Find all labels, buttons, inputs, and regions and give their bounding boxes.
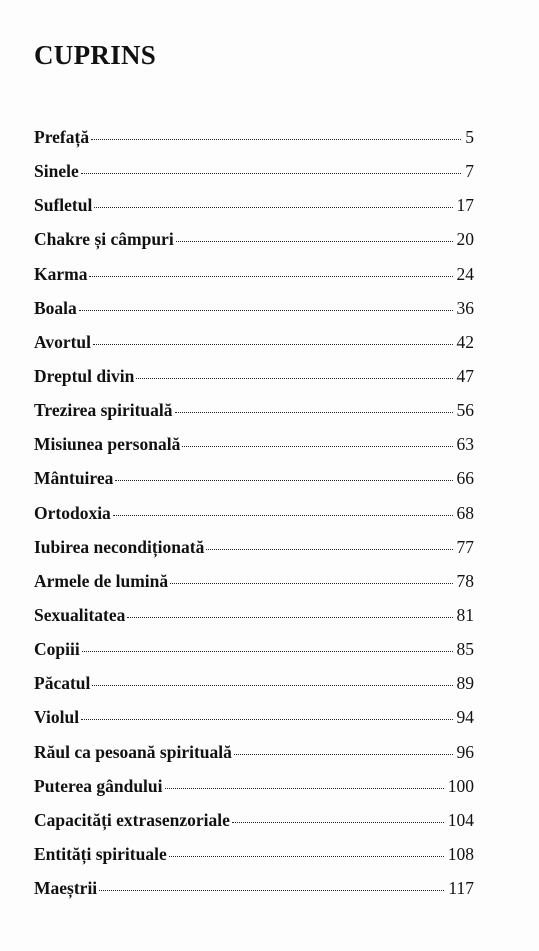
toc-entry — [34, 434, 474, 468]
toc-entry-title: Iubirea necondiționată — [34, 536, 205, 557]
dot-leader — [169, 856, 444, 857]
table-of-contents — [34, 127, 474, 912]
dot-leader — [81, 173, 462, 174]
toc-entry — [34, 571, 474, 605]
toc-entry — [34, 503, 474, 537]
toc-entry-title: Sexualitatea — [34, 604, 126, 625]
toc-entry-title: Armele de lumină — [34, 570, 169, 591]
toc-entry-title: Răul ca pesoană spirituală — [34, 741, 232, 762]
toc-entry-page-number: 85 — [456, 639, 474, 660]
toc-entry-page-number: 20 — [456, 229, 474, 250]
toc-entry — [34, 332, 474, 366]
toc-entry-page-number: 89 — [456, 673, 474, 694]
dot-leader — [94, 207, 452, 208]
toc-entry-page-number: 56 — [456, 400, 474, 421]
toc-entry — [34, 366, 474, 400]
toc-entry-page-number: 17 — [456, 195, 474, 216]
dot-leader — [165, 788, 444, 789]
toc-entry — [34, 742, 474, 776]
toc-entry-page-number: 78 — [456, 570, 474, 591]
toc-entry-title: Dreptul divin — [34, 365, 135, 386]
toc-entry — [34, 161, 474, 195]
toc-entry-title: Păcatul — [34, 673, 91, 694]
dot-leader — [175, 412, 453, 413]
dot-leader — [82, 651, 453, 652]
toc-entry — [34, 776, 474, 810]
dot-leader — [93, 344, 452, 345]
toc-entry-title: Misiunea personală — [34, 434, 181, 455]
toc-entry — [34, 400, 474, 434]
dot-leader — [89, 276, 452, 277]
dot-leader — [234, 754, 453, 755]
toc-entry-page-number: 108 — [447, 843, 474, 864]
dot-leader — [136, 378, 452, 379]
dot-leader — [91, 139, 461, 140]
dot-leader — [81, 719, 452, 720]
toc-entry-page-number: 7 — [465, 161, 474, 182]
toc-entry-page-number: 77 — [456, 536, 474, 557]
toc-entry — [34, 229, 474, 263]
toc-entry-title: Mântuirea — [34, 468, 114, 489]
dot-leader — [182, 446, 452, 447]
dot-leader — [99, 890, 444, 891]
toc-entry-title: Entități spirituale — [34, 843, 167, 864]
toc-entry-title: Capacități extrasenzoriale — [34, 809, 230, 830]
dot-leader — [170, 583, 452, 584]
toc-entry — [34, 127, 474, 161]
toc-entry — [34, 810, 474, 844]
dot-leader — [232, 822, 444, 823]
dot-leader — [127, 617, 452, 618]
toc-entry-title: Karma — [34, 263, 88, 284]
page-title: CUPRINS — [34, 40, 157, 70]
toc-entry-title: Violul — [34, 707, 80, 728]
toc-entry-page-number: 100 — [447, 775, 474, 796]
toc-entry-title: Copiii — [34, 639, 80, 660]
toc-entry-page-number: 5 — [465, 127, 474, 147]
toc-entry-page-number: 36 — [456, 297, 474, 318]
toc-entry-page-number: 94 — [456, 707, 474, 728]
toc-entry-page-number: 68 — [456, 502, 474, 523]
toc-entry-title: Puterea gândului — [34, 775, 163, 796]
toc-entry — [34, 844, 474, 878]
toc-entry — [34, 264, 474, 298]
toc-entry-page-number: 66 — [456, 468, 474, 489]
toc-entry-title: Sufletul — [34, 195, 93, 216]
toc-entry-page-number: 96 — [456, 741, 474, 762]
toc-entry — [34, 673, 474, 707]
toc-entry-page-number: 47 — [456, 365, 474, 386]
dot-leader — [206, 549, 452, 550]
toc-entry-page-number: 104 — [447, 809, 474, 830]
toc-entry-title: Boala — [34, 297, 77, 318]
toc-entry-title: Trezirea spirituală — [34, 400, 173, 421]
toc-entry-page-number: 24 — [456, 263, 474, 284]
toc-entry-page-number: 81 — [456, 604, 474, 625]
toc-entry — [34, 195, 474, 229]
dot-leader — [92, 685, 452, 686]
toc-entry — [34, 605, 474, 639]
toc-entry-page-number: 63 — [456, 434, 474, 455]
toc-entry-title: Chakre și câmpuri — [34, 229, 174, 250]
toc-entry-title: Prefață — [34, 127, 90, 147]
toc-entry-title: Avortul — [34, 331, 92, 352]
toc-entry — [34, 639, 474, 673]
dot-leader — [113, 515, 453, 516]
toc-entry-title: Ortodoxia — [34, 502, 111, 523]
toc-entry — [34, 298, 474, 332]
toc-entry — [34, 537, 474, 571]
toc-entry — [34, 878, 474, 912]
toc-entry-title: Sinele — [34, 161, 79, 182]
toc-entry-page-number: 117 — [448, 878, 474, 899]
toc-entry-page-number: 42 — [456, 331, 474, 352]
toc-entry — [34, 707, 474, 741]
dot-leader — [79, 310, 453, 311]
dot-leader — [115, 480, 452, 481]
toc-entry-title: Maeștrii — [34, 878, 98, 899]
dot-leader — [176, 241, 453, 242]
toc-entry — [34, 468, 474, 502]
